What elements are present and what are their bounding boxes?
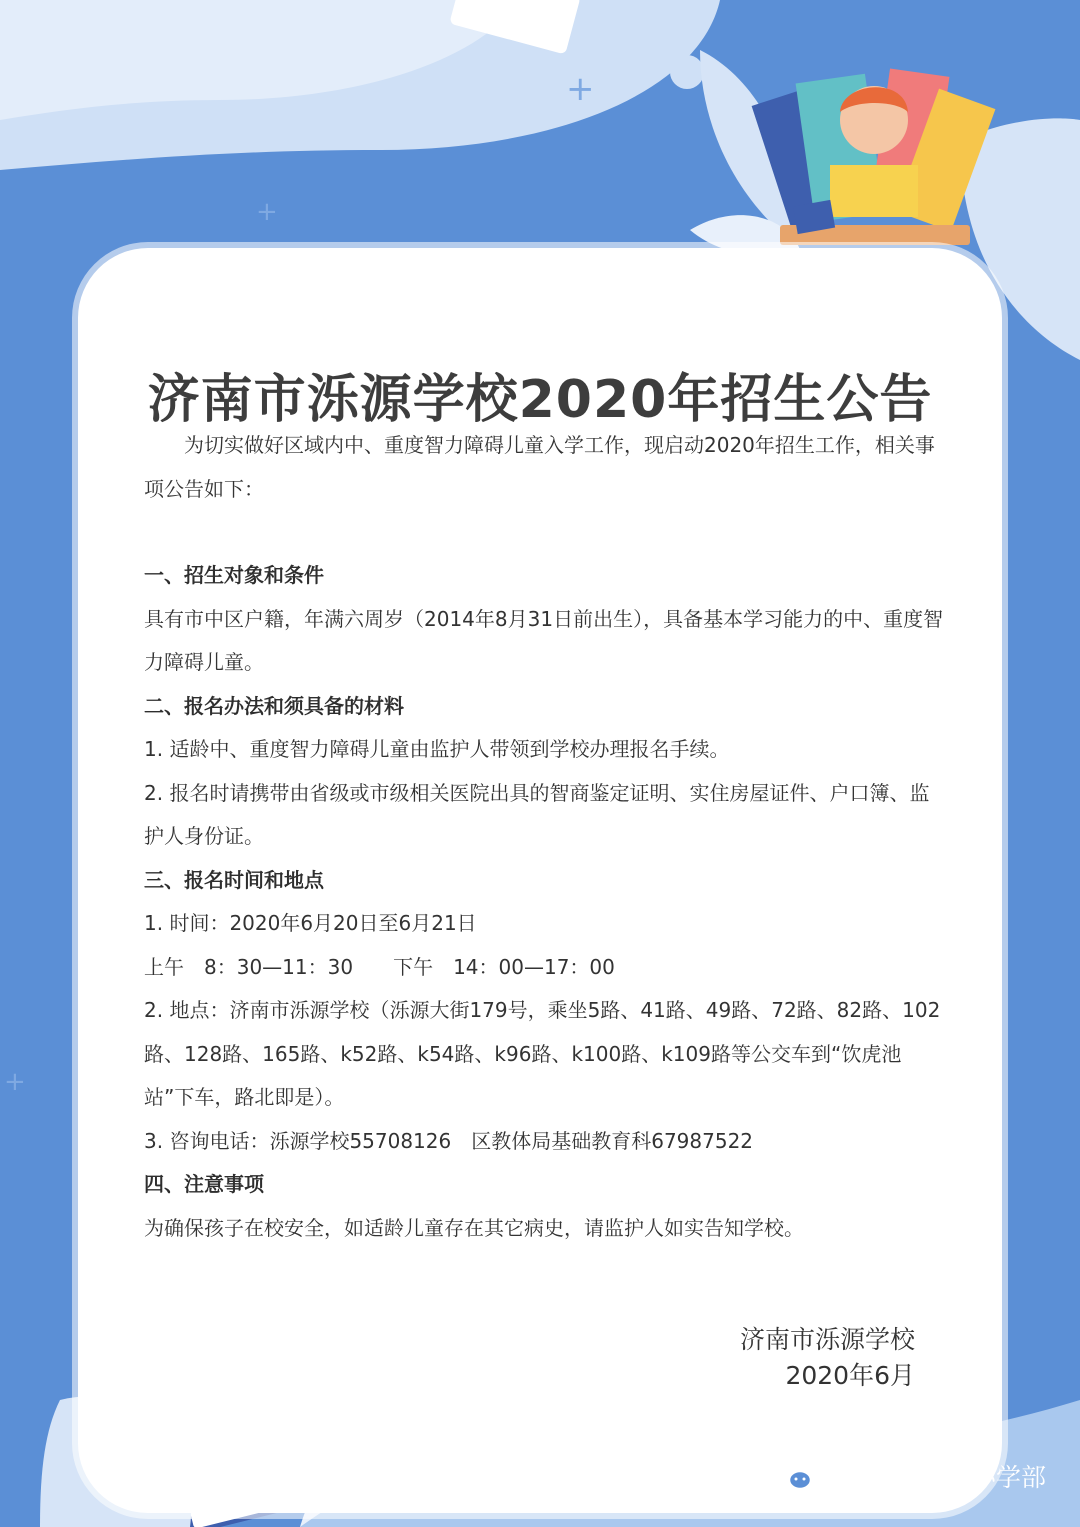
section-paragraph: 上午 8：30—11：30 下午 14：00—17：00	[144, 954, 615, 979]
section-paragraph: 2. 地点：济南市泺源学校（泺源大街179号，乘坐5路、41路、49路、72路、82路、102路、128路、165路、k52路、k54路、k96路、k100路、k109路等公交车到“饮虎池站”下车，路北即是）。	[144, 998, 941, 1109]
reading-child-illustration	[752, 69, 996, 245]
intro-paragraph: 为切实做好区域内中、重度智力障碍儿童入学工作，现启动2020年招生工作，相关事项公告如下：	[144, 433, 935, 501]
signature-block	[740, 1322, 915, 1394]
section-paragraph: 具有市中区户籍，年满六周岁（2014年8月31日前出生），具备基本学习能力的中、重度智力障碍儿童。	[144, 606, 944, 674]
bubble	[670, 55, 704, 89]
section-paragraph: 2. 报名时请携带由省级或市级相关医院出具的智商鉴定证明、实住房屋证件、户口簿、监护人身份证。	[144, 780, 930, 848]
wechat-icon	[773, 1459, 813, 1493]
section-heading: 四、注意事项	[144, 1172, 264, 1196]
section-heading: 三、报名时间和地点	[144, 867, 324, 892]
signature-date: 2020年6月	[785, 1361, 915, 1390]
section-paragraph: 1. 适龄中、重度智力障碍儿童由监护人带领到学校办理报名手续。	[144, 737, 730, 761]
signature-org: 济南市泺源学校	[739, 1325, 915, 1354]
watermark	[773, 1458, 1046, 1494]
section-paragraph: 1. 时间：2020年6月20日至6月21日	[144, 911, 477, 935]
notice-body	[144, 424, 944, 1250]
plus-icon: +	[256, 197, 278, 227]
watermark-text: 济南育秀中学小学部	[820, 1463, 1046, 1492]
section-heading: 一、招生对象和条件	[144, 563, 324, 587]
section-heading: 二、报名办法和须具备的材料	[144, 693, 404, 718]
section-paragraph: 为确保孩子在校安全，如适龄儿童存在其它病史，请监护人如实告知学校。	[144, 1215, 804, 1240]
plus-icon: +	[566, 69, 595, 109]
section-paragraph: 3. 咨询电话：泺源学校55708126 区教体局基础教育科67987522	[144, 1128, 754, 1153]
page-title: 济南市泺源学校2020年招生公告	[147, 369, 933, 430]
plus-icon: +	[4, 1067, 26, 1097]
